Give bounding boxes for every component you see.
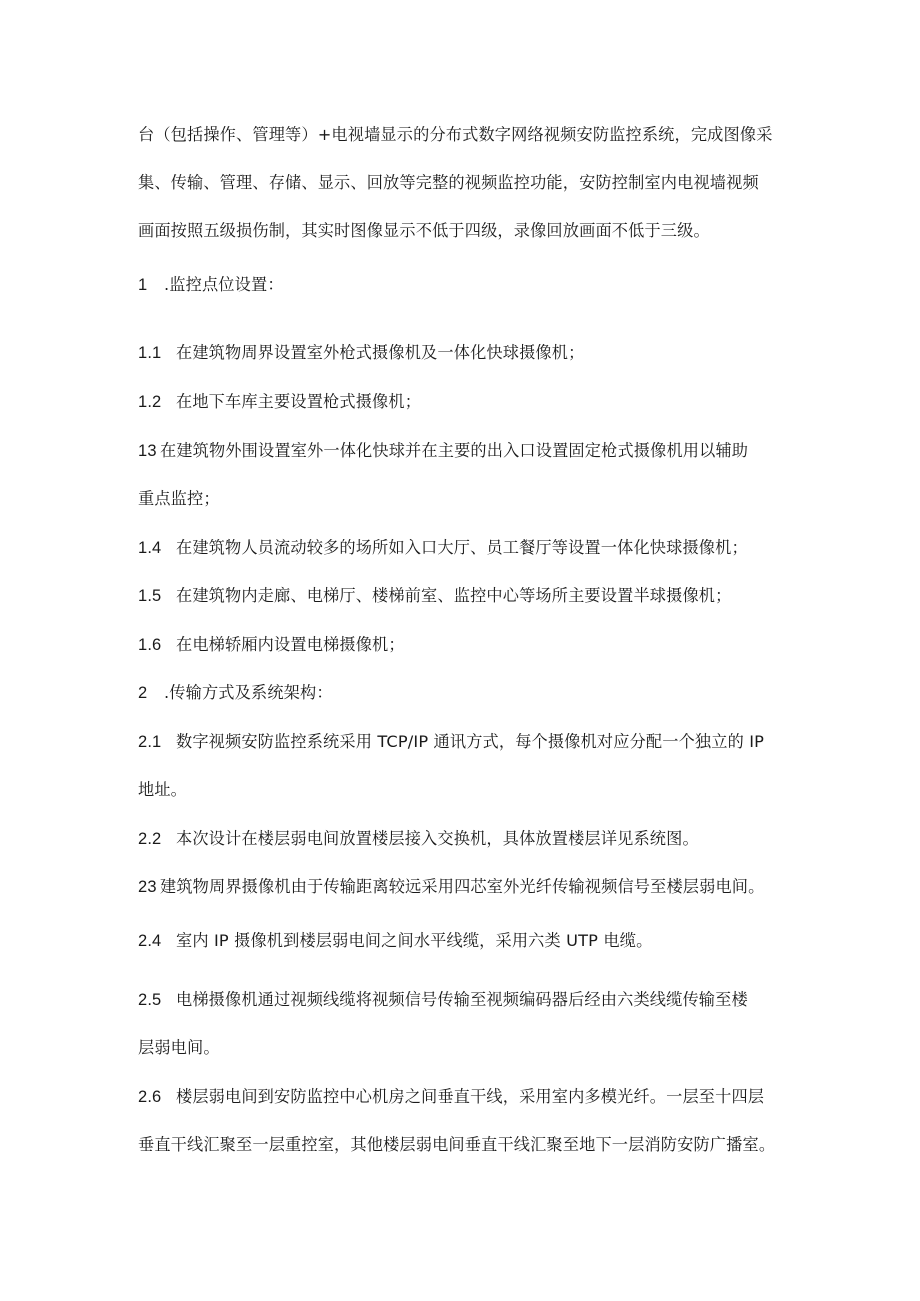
section-title: .监控点位设置： [164,275,284,294]
item-number: 1.1 [138,344,162,362]
list-item-continuation: 垂直干线汇聚至一层重控室，其他楼层弱电间垂直干线汇聚至地下一层消防安防广播室。 [138,1135,776,1154]
item-text: 在建筑物人员流动较多的场所如入口大厅、员工餐厅等设置一体化快球摄像机； [176,538,748,557]
item-text: 在建筑物周界设置室外枪式摄像机及一体化快球摄像机； [176,343,585,362]
item-number: 2.2 [138,830,162,848]
list-item [138,342,798,364]
item-number: 1.4 [138,539,162,557]
intro-paragraph-line: 画面按照五级损伤制，其实时图像显示不低于四级，录像回放画面不低于三级。 [138,221,710,240]
item-text: 电梯摄像机通过视频线缆将视频信号传输至视频编码器后经由六类线缆传输至楼 [176,990,748,1009]
item-text: 在地下车库主要设置枪式摄像机； [176,392,422,411]
list-item [138,989,798,1011]
item-text: 在建筑物内走廊、电梯厅、楼梯前室、监控中心等场所主要设置半球摄像机； [176,586,732,605]
list-item [138,930,798,952]
intro-paragraph-line: 集、传输、管理、存储、显示、回放等完整的视频监控功能，安防控制室内电视墙视频 [138,173,759,192]
list-item [138,731,798,753]
item-number: 2.1 [138,733,162,751]
item-text: 数字视频安防监控系统采用 TCP/IP 通讯方式，每个摄像机对应分配一个独立的 IP [176,732,765,751]
list-item-continuation: 层弱电间。 [138,1038,220,1057]
item-number: 1.5 [138,587,162,605]
list-item [138,440,798,462]
list-item [138,828,798,850]
item-number: 1.2 [138,393,162,411]
list-item [138,585,798,607]
item-number: 23 [138,878,157,896]
section-number: 1 [138,276,148,294]
item-text: 室内 IP 摄像机到楼层弱电间之间水平线缆，采用六类 UTP 电缆。 [176,931,653,950]
item-number: 2.4 [138,932,162,950]
section-2-heading [138,682,798,704]
list-item [138,537,798,559]
item-number: 2.6 [138,1088,162,1106]
section-number: 2 [138,684,148,702]
item-text: 建筑物周界摄像机由于传输距离较远采用四芯室外光纤传输视频信号至楼层弱电间。 [160,877,765,896]
list-item-continuation: 重点监控； [138,489,220,508]
list-item [138,876,798,898]
item-number: 2.5 [138,991,162,1009]
intro-paragraph-line: 台（包括操作、管理等）+电视墙显示的分布式数字网络视频安防监控系统，完成图像采 [138,125,773,144]
list-item-continuation: 地址。 [138,780,188,799]
section-title: .传输方式及系统架构： [164,683,333,702]
item-number: 1.6 [138,636,162,654]
item-number: 13 [138,442,157,460]
list-item [138,634,798,656]
item-text: 本次设计在楼层弱电间放置楼层接入交换机，具体放置楼层详见系统图。 [176,829,699,848]
item-text: 在建筑物外围设置室外一体化快球并在主要的出入口设置固定枪式摄像机用以辅助 [160,441,749,460]
section-1-heading [138,274,798,296]
item-text: 楼层弱电间到安防监控中心机房之间垂直干线，采用室内多模光纤。一层至十四层 [176,1087,765,1106]
list-item [138,391,798,413]
list-item [138,1086,798,1108]
item-text: 在电梯轿厢内设置电梯摄像机； [176,635,405,654]
